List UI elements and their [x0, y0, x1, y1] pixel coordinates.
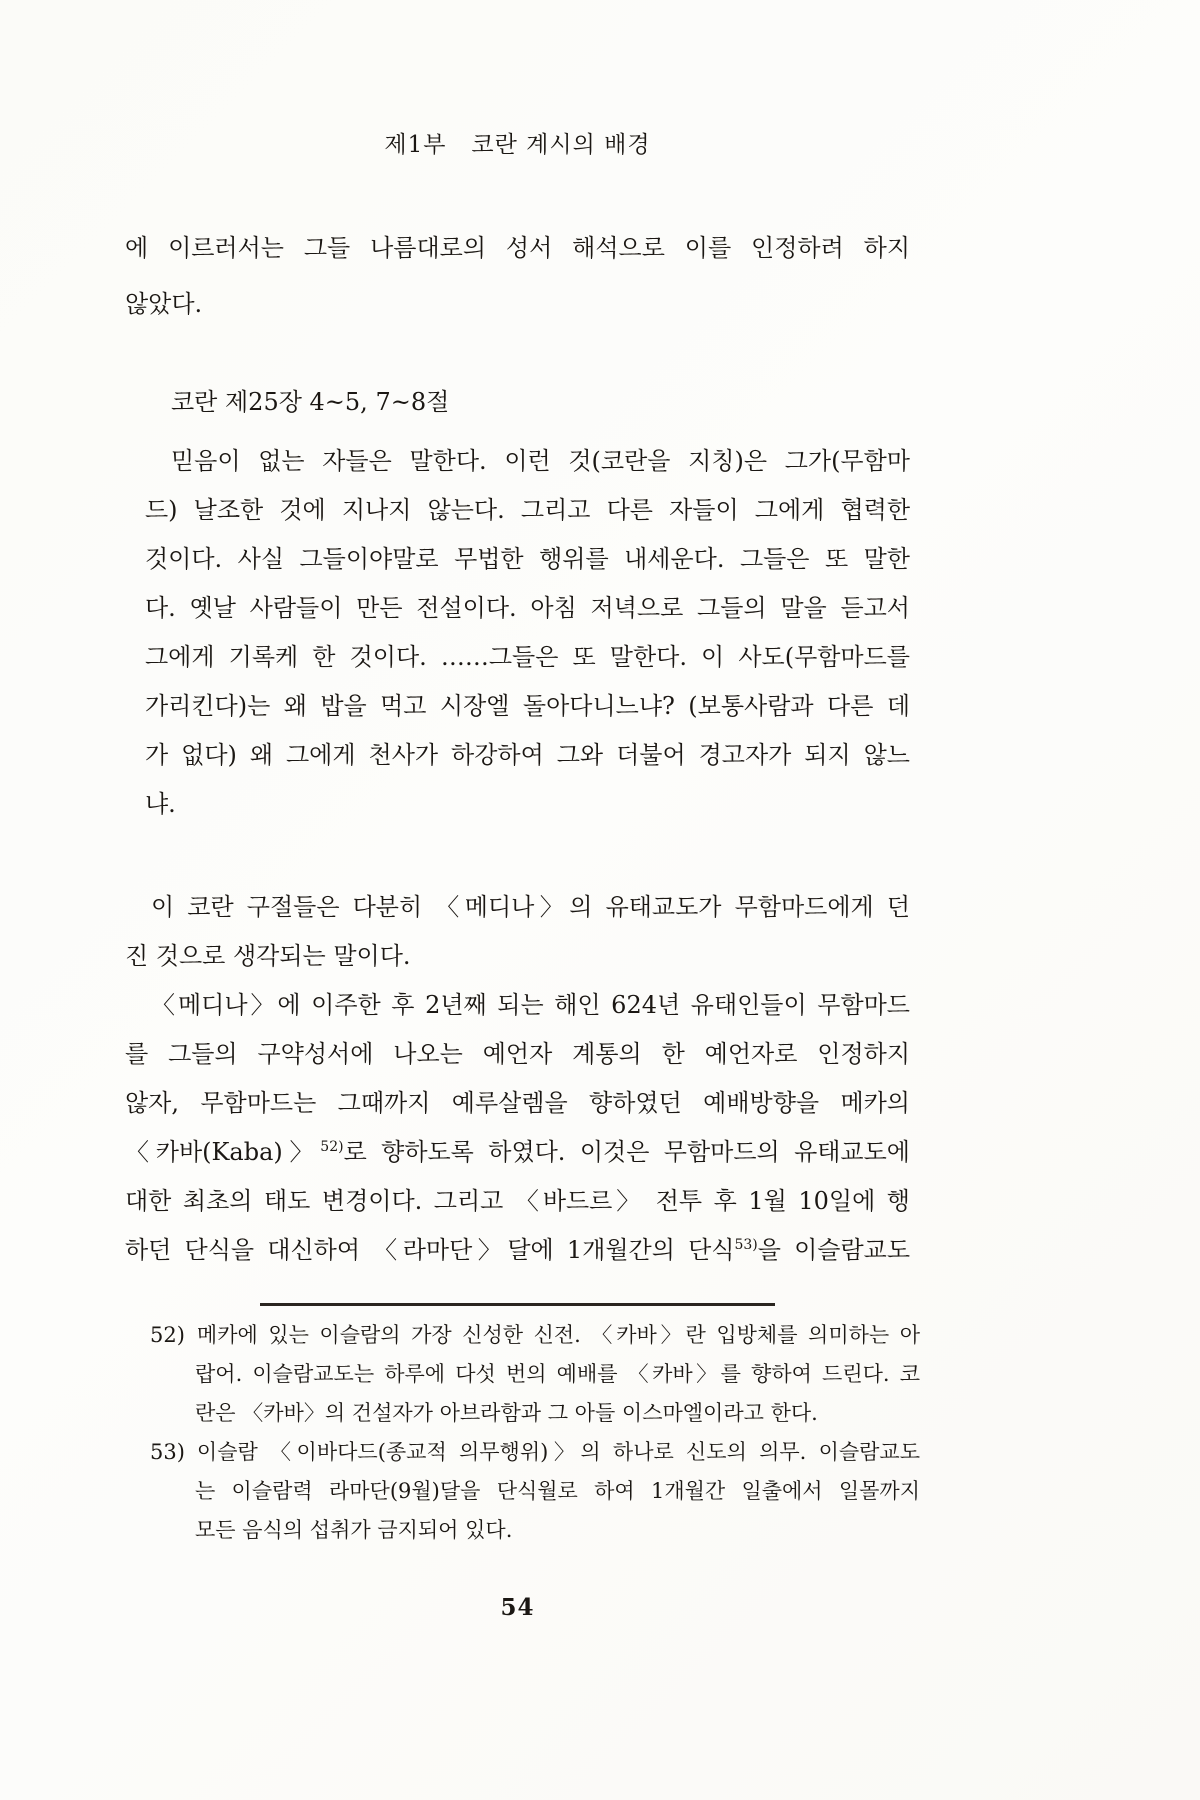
- body-line: [125, 1226, 910, 1275]
- body-line: [125, 1079, 910, 1128]
- footnote-line: 랍어. 이슬람교도는 하루에 다섯 번의 예배를 〈카바〉를 향하여 드린다. 코: [195, 1362, 920, 1386]
- quote-line: 그에게 기록케 한 것이다. ……그들은 또 말한다. 이 사도(무함마드를: [145, 643, 910, 671]
- body-line: 않았다.: [125, 290, 203, 318]
- quote-line: 가 없다) 왜 그에게 천사가 하강하여 그와 더불어 경고자가 되지 않느: [145, 741, 910, 769]
- quote-line: 가리킨다)는 왜 밥을 먹고 시장엘 돌아다니느냐? (보통사람과 다른 데: [145, 692, 910, 720]
- quote-line: 드) 날조한 것에 지나지 않는다. 그리고 다른 자들이 그에게 협력한: [145, 496, 910, 524]
- line-text: 를 그들의 구약성서에 나오는 예언자 계통의 한 예언자로 인정하지: [125, 1040, 910, 1068]
- footnotes-section: [150, 1316, 920, 1550]
- footnote-text: 메카에 있는 이슬람의 가장 신성한 신전. 〈카바〉란 입방체를 의미하는 아: [196, 1323, 920, 1347]
- line-text: 〈카바(Kaba)〉: [125, 1138, 321, 1166]
- quran-quote-block: [145, 378, 910, 829]
- footnote-line: 란은 〈카바〉의 건설자가 아브라함과 그 아들 이스마엘이라고 한다.: [195, 1401, 818, 1425]
- footnote-ref-52: 52): [320, 1139, 344, 1155]
- body-line: [125, 1128, 910, 1177]
- footnote-line: 는 이슬람력 라마단(9월)달을 단식월로 하여 1개월간 일출에서 일몰까지: [195, 1479, 920, 1503]
- paragraph-continuation: [125, 220, 910, 332]
- body-line: [125, 1177, 910, 1226]
- quote-line: 냐.: [145, 790, 176, 818]
- line-text: 하던 단식을 대신하여 〈라마단〉달에 1개월간의 단식: [125, 1236, 735, 1264]
- line-text: 을 이슬람교도: [757, 1236, 911, 1264]
- footnote-separator: [260, 1303, 775, 1306]
- body-line: 이 코란 구절들은 다분히 〈메디나〉의 유태교도가 무함마드에게 던: [151, 893, 910, 921]
- body-line: 에 이르러서는 그들 나름대로의 성서 해석으로 이를 인정하려 하지: [125, 234, 910, 262]
- quote-line: 다. 옛날 사람들이 만든 전설이다. 아침 저녁으로 그들의 말을 듣고서: [145, 594, 910, 622]
- footnote-line: [150, 1316, 920, 1355]
- footnote-line: [150, 1433, 920, 1472]
- footnote-line: 모든 음식의 섭취가 금지되어 있다.: [195, 1518, 513, 1542]
- commentary-paragraph: [125, 883, 910, 981]
- footnote-label: 52): [150, 1323, 185, 1347]
- history-paragraph: [125, 981, 910, 1275]
- line-text: 않자, 무함마드는 그때까지 예루살렘을 향하였던 예배방향을 메카의: [125, 1089, 910, 1117]
- body-line: 진 것으로 생각되는 말이다.: [125, 942, 411, 970]
- line-text: 로 향하도록 하였다. 이것은 무함마드의 유태교도에: [343, 1138, 910, 1166]
- quote-heading: 코란 제25장 4~5, 7~8절: [171, 388, 450, 416]
- book-page: [125, 0, 920, 1621]
- footnote-ref-53: 53): [734, 1237, 758, 1253]
- quote-line: 것이다. 사실 그들이야말로 무법한 행위를 내세운다. 그들은 또 말한: [145, 545, 910, 573]
- footnote-text: 이슬람 〈이바다드(종교적 의무행위)〉의 하나로 신도의 의무. 이슬람교도: [196, 1440, 920, 1464]
- footnote-52: [150, 1316, 920, 1433]
- line-text: 대한 최초의 태도 변경이다. 그리고 〈바드르〉 전투 후 1월 10일에 행: [125, 1187, 910, 1215]
- quote-line: 믿음이 없는 자들은 말한다. 이런 것(코란을 지칭)은 그가(무함마: [171, 447, 910, 475]
- body-line: [125, 1030, 910, 1079]
- page-header: 제1부 코란 계시의 배경: [384, 132, 651, 158]
- footnote-53: [150, 1433, 920, 1550]
- page-number: 54: [500, 1594, 535, 1621]
- body-line: [125, 981, 910, 1030]
- footnote-label: 53): [150, 1440, 185, 1464]
- line-text: 〈메디나〉에 이주한 후 2년째 되는 해인 624년 유태인들이 무함마드: [151, 991, 910, 1019]
